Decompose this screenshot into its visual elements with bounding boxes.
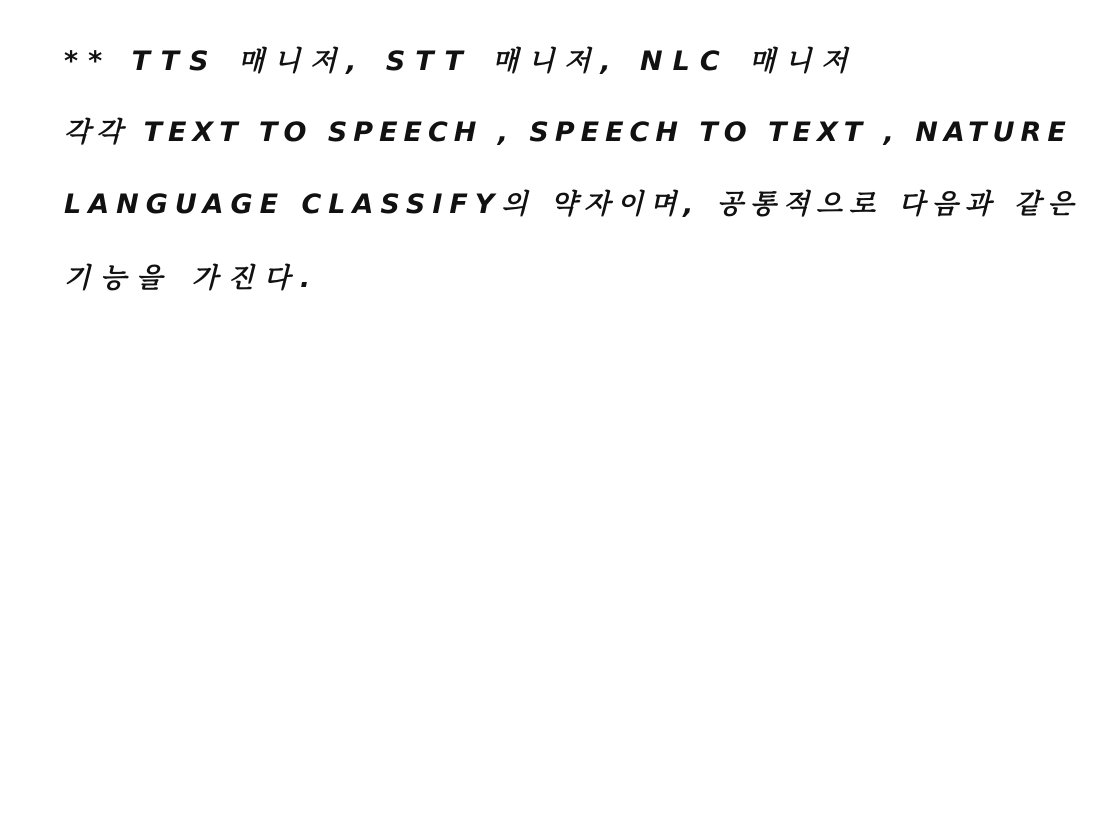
note-line-classify-description: LANGUAGE CLASSIFY의 약자이며, 공통적으로 다음과 같은 — [64, 189, 1081, 220]
note-line-abbreviations: 각각 TEXT TO SPEECH , SPEECH TO TEXT , NATURE — [64, 117, 1072, 148]
note-line-features-intro: 기능을 가진다. — [64, 263, 321, 294]
note-line-managers-heading: ** TTS 매니저, STT 매니저, NLC 매니저 — [64, 46, 858, 77]
